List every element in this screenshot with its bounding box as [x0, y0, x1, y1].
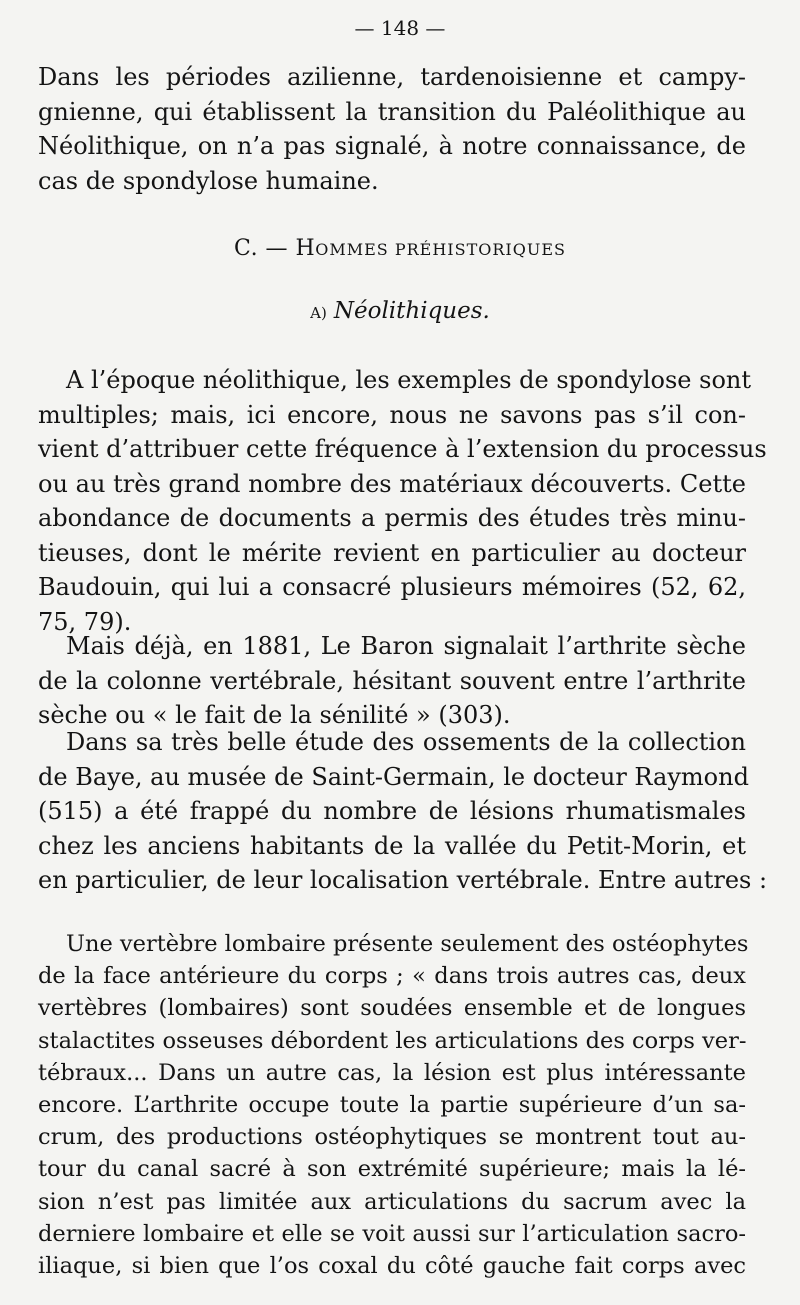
text-line: Néolithique, on n’a pas signalé, à notre connaissance, de [38, 132, 746, 160]
subsection-heading [0, 298, 800, 324]
text-line: encore. L’arthrite occupe toute la partie supérieure d’un sa- [38, 1091, 746, 1118]
text-line: sèche ou « le fait de la sénilité » (303). [38, 701, 511, 729]
paragraph-neolithic [38, 363, 767, 639]
text-line: A l’époque néolithique, les exemples de spondylose sont [66, 366, 752, 394]
page-number: — 148 — [354, 16, 446, 40]
subsection-title: Néolithiques. [333, 298, 490, 324]
text-line: de la face antérieure du corps ; « dans trois autres cas, deux [38, 963, 746, 990]
text-line: sion n’est pas limitée aux articulations du sacrum avec la [38, 1188, 746, 1215]
text-line: 75, 79). [38, 607, 132, 636]
text-line: derniere lombaire et elle se voit aussi sur l’articulation sacro- [38, 1220, 746, 1247]
paragraph-le-baron [38, 629, 746, 733]
text-line: chez les anciens habitants de la vallée du Petit-Morin, et [38, 831, 746, 860]
text-line: vertèbres (lombaires) sont soudées ensemble et de longues [38, 995, 746, 1022]
text-line: ou au très grand nombre des matériaux découverts. Cette [38, 469, 746, 498]
text-line: de Baye, au musée de Saint-Germain, le docteur Raymond [38, 762, 749, 791]
text-line: tébraux... Dans un autre cas, la lésion est plus intéressante [38, 1059, 746, 1086]
text-line: stalactites osseuses débordent les articulations des corps ver- [38, 1027, 747, 1054]
section-heading [0, 236, 800, 261]
subsection-letter: A) [310, 304, 327, 322]
text-line: en particulier, de leur localisation vertébrale. Entre autres : [38, 866, 768, 894]
text-line: Une vertèbre lombaire présente seulement des ostéophytes [66, 931, 749, 957]
section-title-rest: OMMES PRÉHISTORIQUES [315, 240, 566, 259]
quoted-block [38, 928, 749, 1282]
text-line: cas de spondylose humaine. [38, 166, 379, 195]
text-line: Dans les périodes azilienne, tardenoisienne et campy- [38, 63, 746, 91]
text-line: tour du canal sacré à son extrémité supérieure; mais la lé- [38, 1156, 746, 1183]
text-line: crum, des productions ostéophytiques se montrent tout au- [38, 1124, 746, 1151]
section-first-letter: H [295, 236, 316, 261]
text-line: iliaque, si bien que l’os coxal du côté gauche fait corps avec [38, 1252, 746, 1279]
text-line: gnienne, qui établissent la transition du Paléolithique au [38, 97, 746, 126]
text-line: multiples; mais, ici encore, nous ne savons pas s’il con- [38, 400, 746, 429]
text-line: vient d’attribuer cette fréquence à l’extension du processus [38, 435, 767, 463]
intro-paragraph [38, 60, 746, 198]
text-line: de la colonne vertébrale, hésitant souvent entre l’arthrite [38, 666, 746, 695]
text-line: (515) a été frappé du nombre de lésions rhumatismales [38, 797, 746, 825]
text-line: abondance de documents a permis des études très minu- [38, 504, 746, 532]
text-line: Mais déjà, en 1881, Le Baron signalait l’arthrite sèche [66, 632, 746, 660]
text-line: Baudouin, qui lui a consacré plusieurs mémoires (52, 62, [38, 573, 746, 601]
text-line: tieuses, dont le mérite revient en particulier au docteur [38, 538, 746, 567]
text-line: Dans sa très belle étude des ossements de la collection [66, 728, 746, 756]
section-prefix: C. — [234, 236, 296, 261]
paragraph-raymond [38, 725, 768, 898]
